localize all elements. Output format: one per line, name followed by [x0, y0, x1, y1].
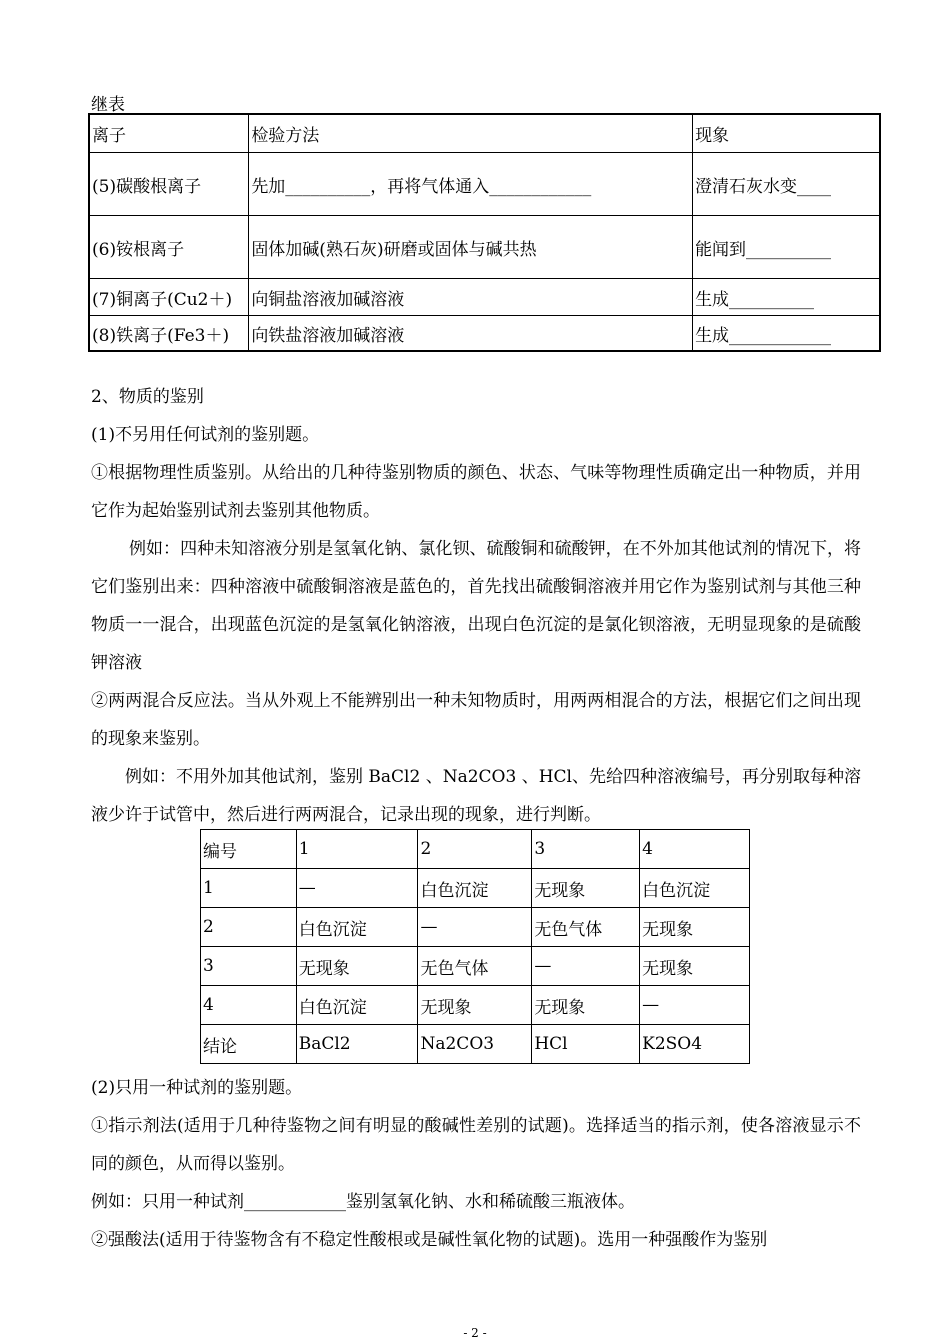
paragraph-method-physical: ①根据物理性质鉴别。从给出的几种待鉴别物质的颜色、状态、气味等物理性质确定出一种物质，并用它作为起始鉴别试剂去鉴别其他物质。: [91, 463, 861, 521]
phenomenon-cell: 澄清石灰水变____: [693, 153, 880, 216]
paragraph-strong-acid-method: ②强酸法(适用于待鉴物含有不稳定性酸根或是碱性氧化物的试题)。选用一种强酸作为鉴别: [91, 1230, 768, 1250]
method-cell: 固体加碱(熟石灰)研磨或固体与碱共热: [249, 216, 693, 279]
table-cell: BaCl2: [296, 1025, 418, 1064]
header-phenomenon: 现象: [693, 114, 880, 153]
ion-cell: (5)碳酸根离子: [89, 153, 249, 216]
subsection-heading: (2)只用一种试剂的鉴别题。: [91, 1078, 303, 1098]
ion-cell: (6)铵根离子: [89, 216, 249, 279]
table-cell: —: [418, 908, 532, 947]
table-row: [89, 216, 880, 279]
paragraph-example-2: 例如：不用外加其他试剂，鉴别 BaCl2 、Na2CO3 、HCl、先给四种溶液编号，再分别取每种溶液少许于试管中，然后进行两两混合，记录出现的现象，进行判断。: [91, 767, 861, 825]
header-ion: 离子: [89, 114, 249, 153]
table-cell: 白色沉淀: [296, 986, 418, 1025]
phenomenon-cell: 生成____________: [693, 316, 880, 352]
table-cell: 4: [640, 830, 750, 869]
section-single-reagent: [91, 1069, 861, 1259]
table-header-row: [89, 114, 880, 153]
phenomenon-cell: 生成__________: [693, 279, 880, 316]
table-cell: 无现象: [640, 947, 750, 986]
table-row: [89, 316, 880, 352]
mixing-result-table: [200, 829, 750, 1064]
table-cell: 3: [201, 947, 297, 986]
table-cell: 无现象: [418, 986, 532, 1025]
table-cell: 编号: [201, 830, 297, 869]
table-cell: HCl: [532, 1025, 640, 1064]
paragraph-method-mixing: ②两两混合反应法。当从外观上不能辨别出一种未知物质时，用两两相混合的方法，根据它们之间出现的现象来鉴别。: [91, 691, 861, 749]
table-cell: K2SO4: [640, 1025, 750, 1064]
table-cell: 白色沉淀: [640, 869, 750, 908]
table-cell: 无色气体: [532, 908, 640, 947]
table-cell: 1: [201, 869, 297, 908]
table-row: [201, 908, 750, 947]
paragraph-example-3: 例如：只用一种试剂____________鉴别氢氧化钠、水和稀硫酸三瓶液体。: [91, 1192, 635, 1212]
table-cell: 2: [201, 908, 297, 947]
table-caption: 继表: [91, 95, 125, 115]
table-cell: 无现象: [532, 986, 640, 1025]
table-cell: —: [640, 986, 750, 1025]
table-cell: 3: [532, 830, 640, 869]
ion-test-table: [88, 113, 881, 352]
table-cell: 白色沉淀: [296, 908, 418, 947]
table-header-row: [201, 830, 750, 869]
table-cell: 1: [296, 830, 418, 869]
subsection-heading: (1)不另用任何试剂的鉴别题。: [91, 425, 320, 445]
table-cell: 结论: [201, 1025, 297, 1064]
ion-cell: (8)铁离子(Fe3＋): [89, 316, 249, 352]
section-identification: [91, 378, 861, 834]
table-cell: —: [296, 869, 418, 908]
table-cell: 无现象: [296, 947, 418, 986]
table-row: [201, 1025, 750, 1064]
table-row: [201, 869, 750, 908]
method-cell: 向铁盐溶液加碱溶液: [249, 316, 693, 352]
header-method: 检验方法: [249, 114, 693, 153]
ion-cell: (7)铜离子(Cu2＋): [89, 279, 249, 316]
section-heading: 2、物质的鉴别: [91, 387, 204, 407]
page-number: - 2 -: [463, 1326, 487, 1340]
table-row: [201, 947, 750, 986]
paragraph-indicator-method: ①指示剂法(适用于几种待鉴物之间有明显的酸碱性差别的试题)。选择适当的指示剂，使各溶液显示不同的颜色，从而得以鉴别。: [91, 1116, 861, 1174]
table-cell: 2: [418, 830, 532, 869]
table-cell: 无现象: [640, 908, 750, 947]
table-cell: 4: [201, 986, 297, 1025]
table-cell: 无色气体: [418, 947, 532, 986]
phenomenon-cell: 能闻到__________: [693, 216, 880, 279]
paragraph-example-1: 例如：四种未知溶液分别是氢氧化钠、氯化钡、硫酸铜和硫酸钾，在不外加其他试剂的情况下，将它们鉴别出来：四种溶液中硫酸铜溶液是蓝色的，首先找出硫酸铜溶液并用它作为鉴别试剂与其他三种物质一一混合，出现蓝色沉淀的是氢氧化钠溶液，出现白色沉淀的是氯化钡溶液，无明显现象的是硫酸钾溶液: [91, 539, 861, 673]
table-row: [89, 153, 880, 216]
table-row: [201, 986, 750, 1025]
table-cell: 无现象: [532, 869, 640, 908]
method-cell: 向铜盐溶液加碱溶液: [249, 279, 693, 316]
table-cell: Na2CO3: [418, 1025, 532, 1064]
table-row: [89, 279, 880, 316]
method-cell: 先加__________，再将气体通入____________: [249, 153, 693, 216]
table-cell: —: [532, 947, 640, 986]
table-cell: 白色沉淀: [418, 869, 532, 908]
